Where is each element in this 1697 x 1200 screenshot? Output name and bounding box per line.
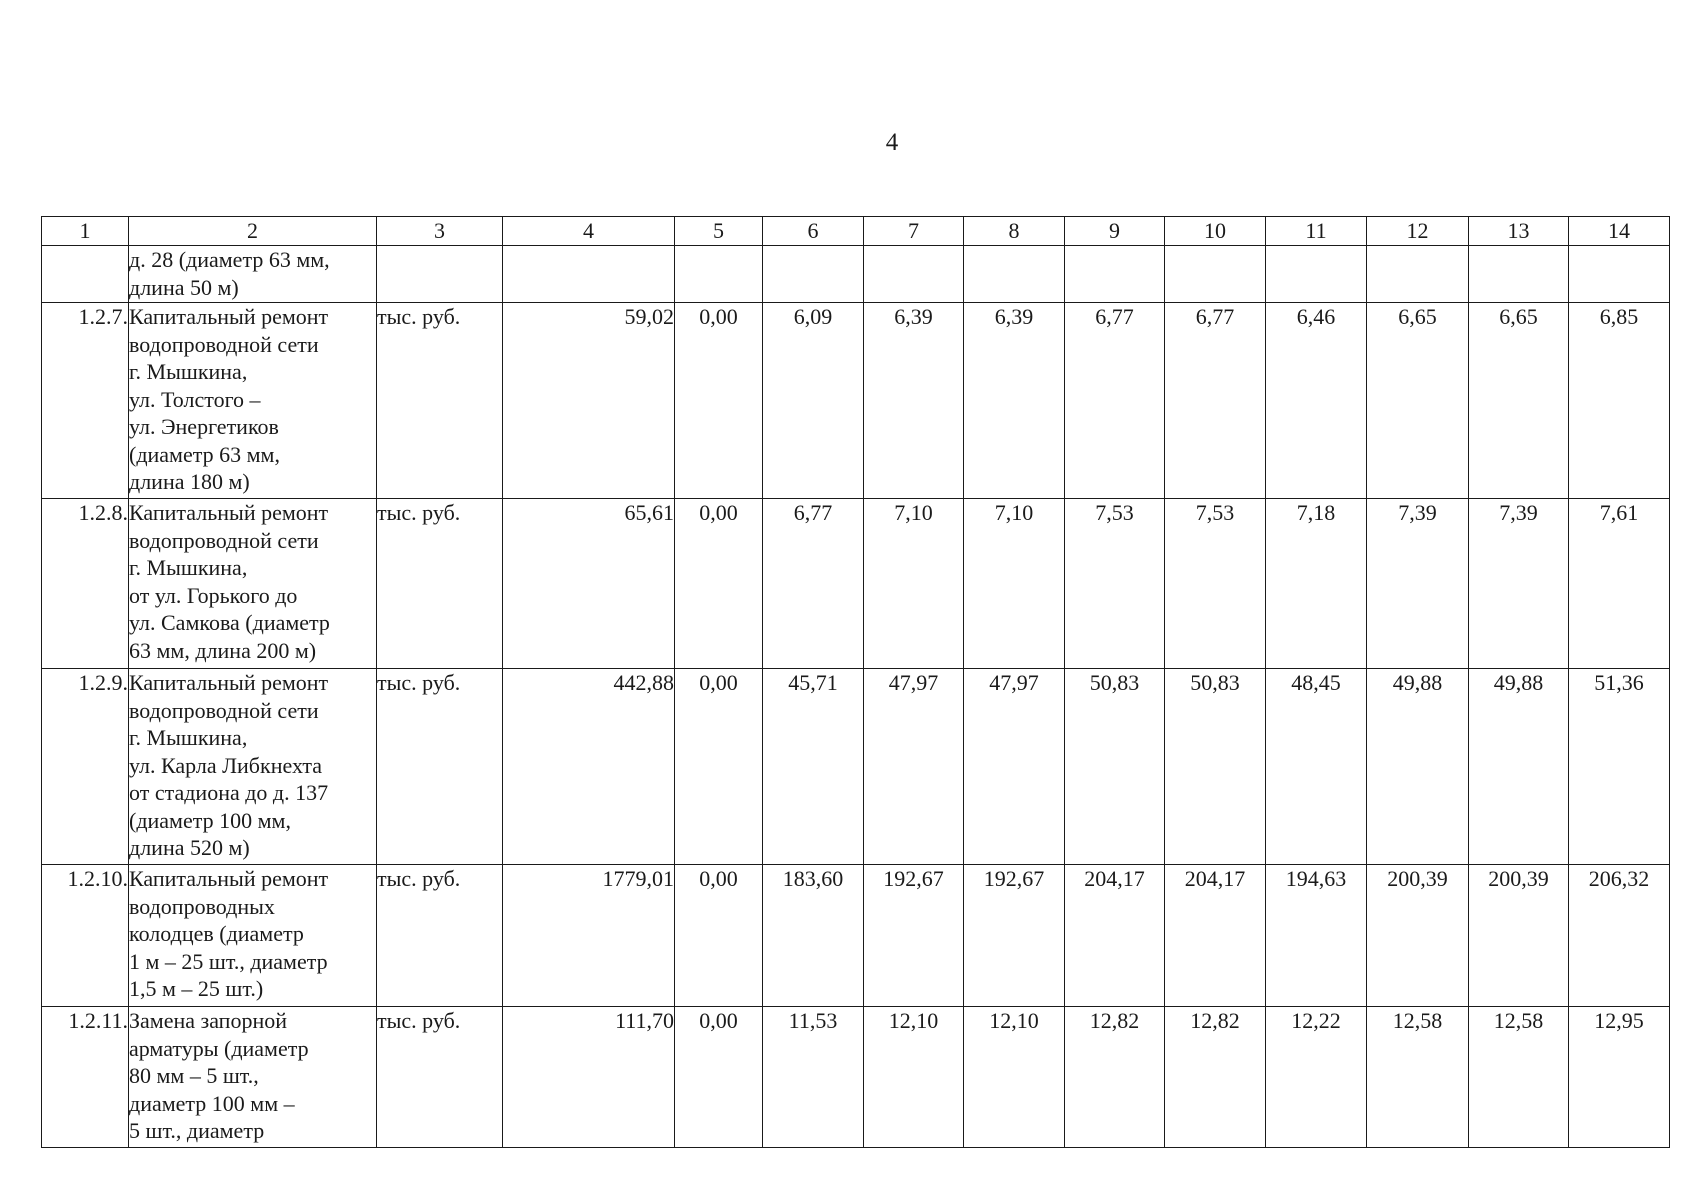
header-cell: 1 <box>42 217 129 246</box>
row-value: 7,10 <box>864 499 964 669</box>
row-value: 7,53 <box>1165 499 1266 669</box>
row-value: 6,46 <box>1266 303 1367 499</box>
row-value: 6,77 <box>1065 303 1165 499</box>
table-row <box>42 1007 1670 1148</box>
row-value <box>1165 246 1266 303</box>
row-value: 12,58 <box>1469 1007 1569 1148</box>
row-value: 1779,01 <box>503 865 675 1007</box>
row-name: Замена запорной арматуры (диаметр 80 мм – 5 шт., диаметр 100 мм – 5 шт., диаметр <box>129 1007 377 1148</box>
row-value: 7,39 <box>1469 499 1569 669</box>
row-value: 49,88 <box>1367 669 1469 865</box>
row-value: 7,10 <box>964 499 1065 669</box>
row-name: Капитальный ремонт водопроводных колодцев (диаметр 1 м – 25 шт., диаметр 1,5 м – 25 шт.) <box>129 865 377 1007</box>
row-unit: тыс. руб. <box>377 1007 503 1148</box>
table-row <box>42 669 1670 865</box>
header-cell: 5 <box>675 217 763 246</box>
row-value: 12,58 <box>1367 1007 1469 1148</box>
header-row <box>42 217 1670 246</box>
row-value: 6,39 <box>864 303 964 499</box>
row-code: 1.2.7. <box>42 303 129 499</box>
header-cell: 9 <box>1065 217 1165 246</box>
row-name: Капитальный ремонт водопроводной сети г. Мышкина, от ул. Горького до ул. Самкова (диаметр 63 мм, длина 200 м) <box>129 499 377 669</box>
row-name: Капитальный ремонт водопроводной сети г. Мышкина, ул. Толстого – ул. Энергетиков (диаметр 63 мм, длина 180 м) <box>129 303 377 499</box>
header-cell: 14 <box>1569 217 1670 246</box>
row-value <box>1367 246 1469 303</box>
row-value: 204,17 <box>1065 865 1165 1007</box>
row-value: 200,39 <box>1367 865 1469 1007</box>
page-number: 4 <box>885 129 899 156</box>
row-value: 183,60 <box>763 865 864 1007</box>
row-value: 0,00 <box>675 1007 763 1148</box>
row-code: 1.2.11. <box>42 1007 129 1148</box>
row-value: 11,53 <box>763 1007 864 1148</box>
row-code: 1.2.10. <box>42 865 129 1007</box>
table-row-continuation <box>42 246 1670 303</box>
row-value: 206,32 <box>1569 865 1670 1007</box>
row-value: 65,61 <box>503 499 675 669</box>
row-value: 204,17 <box>1165 865 1266 1007</box>
row-value: 51,36 <box>1569 669 1670 865</box>
row-name: д. 28 (диаметр 63 мм, длина 50 м) <box>129 246 377 303</box>
row-code: 1.2.9. <box>42 669 129 865</box>
row-value: 6,77 <box>1165 303 1266 499</box>
row-value: 0,00 <box>675 865 763 1007</box>
row-value: 6,65 <box>1367 303 1469 499</box>
header-cell: 10 <box>1165 217 1266 246</box>
row-value <box>763 246 864 303</box>
header-cell: 4 <box>503 217 675 246</box>
budget-table <box>41 216 1670 1148</box>
row-value: 0,00 <box>675 303 763 499</box>
row-value: 192,67 <box>864 865 964 1007</box>
row-code <box>42 246 129 303</box>
row-value: 12,82 <box>1065 1007 1165 1148</box>
row-value: 0,00 <box>675 499 763 669</box>
row-value <box>1065 246 1165 303</box>
table-row <box>42 303 1670 499</box>
row-value: 192,67 <box>964 865 1065 1007</box>
header-cell: 3 <box>377 217 503 246</box>
row-value: 50,83 <box>1165 669 1266 865</box>
header-cell: 8 <box>964 217 1065 246</box>
row-value: 6,39 <box>964 303 1065 499</box>
row-value <box>864 246 964 303</box>
row-unit: тыс. руб. <box>377 303 503 499</box>
table-row <box>42 865 1670 1007</box>
row-value <box>1469 246 1569 303</box>
row-value: 6,77 <box>763 499 864 669</box>
row-value: 0,00 <box>675 669 763 865</box>
row-value: 7,53 <box>1065 499 1165 669</box>
table-row <box>42 499 1670 669</box>
row-value: 49,88 <box>1469 669 1569 865</box>
row-value: 12,10 <box>864 1007 964 1148</box>
row-value: 6,09 <box>763 303 864 499</box>
header-cell: 6 <box>763 217 864 246</box>
row-unit: тыс. руб. <box>377 499 503 669</box>
row-value: 6,65 <box>1469 303 1569 499</box>
row-value <box>503 246 675 303</box>
row-value: 7,39 <box>1367 499 1469 669</box>
row-unit: тыс. руб. <box>377 865 503 1007</box>
row-value: 12,95 <box>1569 1007 1670 1148</box>
row-value <box>1569 246 1670 303</box>
row-value: 194,63 <box>1266 865 1367 1007</box>
header-cell: 2 <box>129 217 377 246</box>
row-value: 48,45 <box>1266 669 1367 865</box>
row-value: 59,02 <box>503 303 675 499</box>
row-value: 47,97 <box>864 669 964 865</box>
row-name: Капитальный ремонт водопроводной сети г. Мышкина, ул. Карла Либкнехта от стадиона до д. 137 (диаметр 100 мм, длина 520 м) <box>129 669 377 865</box>
row-value <box>964 246 1065 303</box>
row-value <box>675 246 763 303</box>
row-value: 7,61 <box>1569 499 1670 669</box>
row-value: 50,83 <box>1065 669 1165 865</box>
header-cell: 11 <box>1266 217 1367 246</box>
row-value: 12,10 <box>964 1007 1065 1148</box>
row-code: 1.2.8. <box>42 499 129 669</box>
row-unit <box>377 246 503 303</box>
row-value: 7,18 <box>1266 499 1367 669</box>
header-cell: 12 <box>1367 217 1469 246</box>
row-value <box>1266 246 1367 303</box>
row-value: 12,22 <box>1266 1007 1367 1148</box>
row-value: 6,85 <box>1569 303 1670 499</box>
row-value: 12,82 <box>1165 1007 1266 1148</box>
row-value: 111,70 <box>503 1007 675 1148</box>
row-value: 45,71 <box>763 669 864 865</box>
row-value: 47,97 <box>964 669 1065 865</box>
row-value: 442,88 <box>503 669 675 865</box>
header-cell: 7 <box>864 217 964 246</box>
header-cell: 13 <box>1469 217 1569 246</box>
row-value: 200,39 <box>1469 865 1569 1007</box>
row-unit: тыс. руб. <box>377 669 503 865</box>
